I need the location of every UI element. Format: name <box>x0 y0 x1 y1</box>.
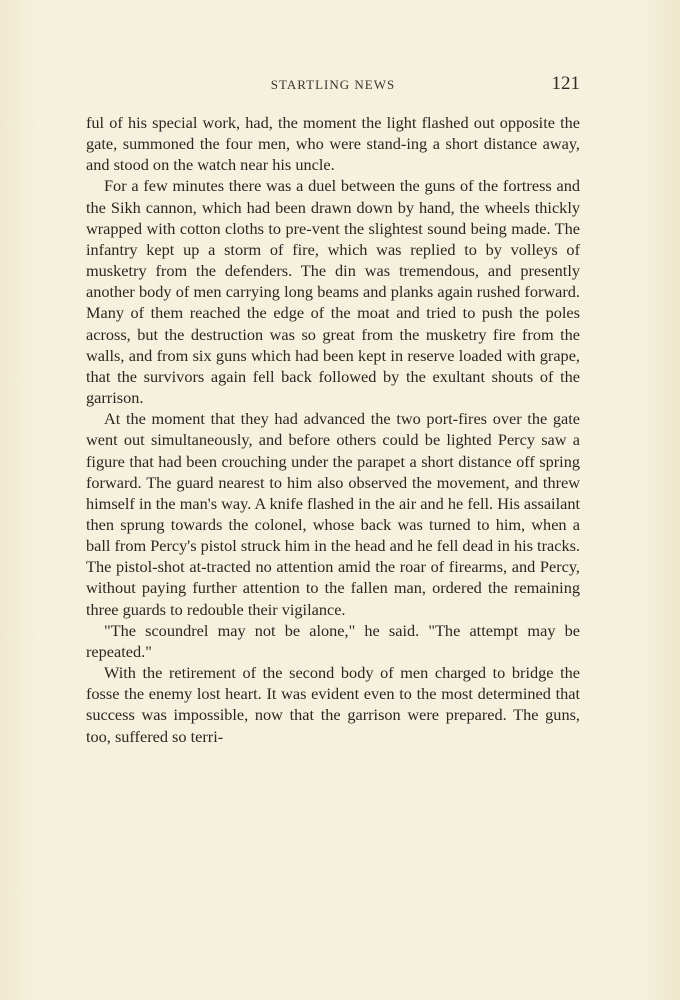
running-head: STARTLING NEWS <box>270 77 396 92</box>
paragraph: "The scoundrel may not be alone," he said. "The attempt may be repeated." <box>86 620 580 661</box>
paragraph: At the moment that they had advanced the two port-fires over the gate went out simultaneously, and before others could be lighted Percy saw a figure that had been crouching under the parapet a short distance off spring forward. The guard nearest to him also observed the movement, and threw himself in the man's way. A knife flashed in the air and he fell. His assailant then sprung towards the colonel, whose back was turned to him, when a ball from Percy's pistol struck him in the head and he fell dead in his tracks. The pistol-shot at-tracted no attention amid the roar of firearms, and Percy, without paying further attention to the fallen man, ordered the remaining three guards to redouble their vigilance. <box>86 409 580 619</box>
paragraph: ful of his special work, had, the moment the light flashed out opposite the gate, summoned the four men, who were stand-ing a short distance away, and stood on the watch near his uncle. <box>86 113 580 175</box>
body-text <box>86 112 580 747</box>
page-header <box>86 73 580 97</box>
paragraph: For a few minutes there was a duel between the guns of the fortress and the Sikh cannon, which had been drawn down by hand, the wheels thickly wrapped with cotton cloths to pre-vent the slightest sound being made. The infantry kept up a storm of fire, which was replied to by volleys of musketry from the defenders. The din was tremendous, and presently another body of men carrying long beams and planks again rushed forward. Many of them reached the edge of the moat and tried to push the poles across, but the destruction was so great from the musketry fire from the walls, and from six guns which had been kept in reserve loaded with grape, that the survivors again fell back followed by the exultant shouts of the garrison. <box>86 176 580 408</box>
page-number: 121 <box>551 73 580 94</box>
paragraph: With the retirement of the second body of men charged to bridge the fosse the enemy lost heart. It was evident even to the most determined that success was impossible, now that the garrison were prepared. The guns, too, suffered so terri- <box>86 663 580 746</box>
